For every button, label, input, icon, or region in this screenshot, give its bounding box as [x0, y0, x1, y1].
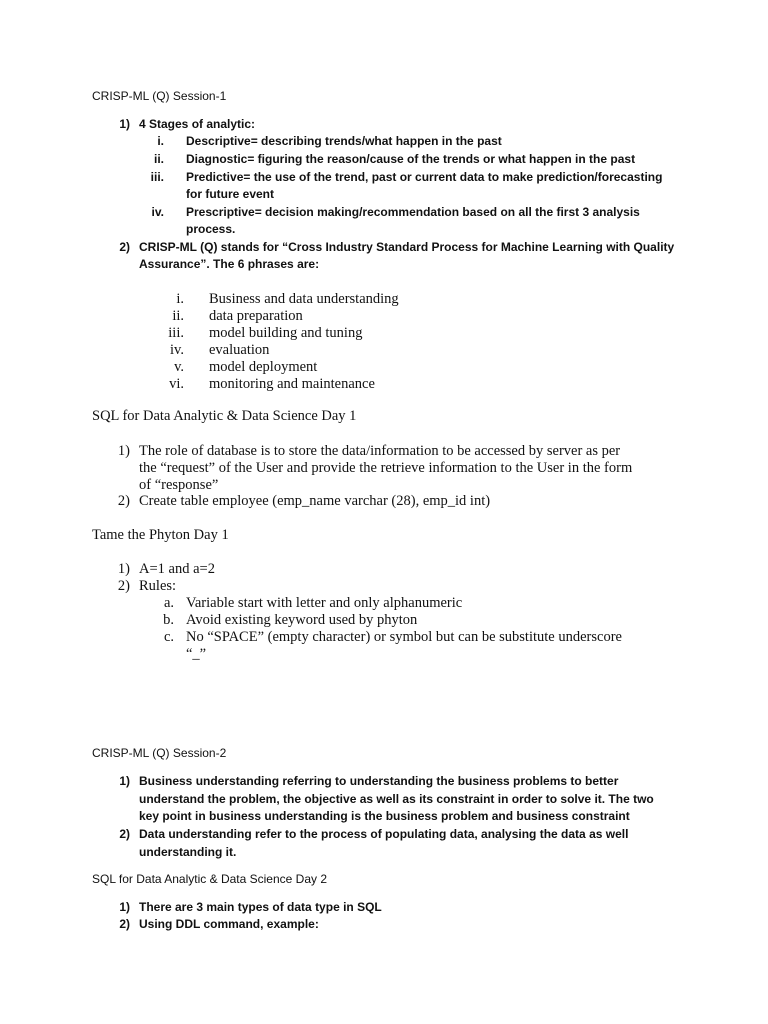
list-number: 2) — [117, 493, 130, 509]
section-title-sql-day-2: SQL for Data Analytic & Data Science Day 2 — [92, 872, 328, 886]
list-number: 1) — [119, 900, 130, 914]
list-text: No “SPACE” (empty character) or symbol but can be substitute underscore — [186, 629, 622, 645]
section-title-sql-day-1: SQL for Data Analytic & Data Science Day 1 — [92, 408, 357, 424]
list-number: iv. — [151, 205, 164, 219]
list-number: 1) — [119, 774, 130, 788]
list-text: Rules: — [139, 578, 177, 594]
list-text: Business understanding referring to understanding the business problems to better — [139, 774, 619, 788]
list-text-continued: of “response” — [139, 477, 219, 493]
list-number: 2) — [119, 240, 130, 254]
list-text-continued: understand the problem, the objective as well as its constraint in order to solve it. The two — [139, 792, 654, 806]
list-text: There are 3 main types of data type in SQL — [139, 900, 382, 914]
section-title-crisp-session-2: CRISP-ML (Q) Session-2 — [92, 746, 227, 760]
list-text: evaluation — [209, 342, 270, 358]
list-number: iv. — [170, 342, 184, 358]
list-text: model building and tuning — [209, 325, 363, 341]
list-text: Business and data understanding — [209, 291, 399, 307]
section-title-python-day-1: Tame the Phyton Day 1 — [92, 527, 229, 543]
list-number: 1) — [119, 117, 130, 131]
list-number: i. — [157, 134, 164, 148]
list-text: Using DDL command, example: — [139, 917, 319, 931]
list-text: monitoring and maintenance — [209, 376, 375, 392]
list-number: iii. — [168, 325, 184, 341]
list-text-continued: understanding it. — [139, 845, 237, 859]
list-number: ii. — [153, 152, 164, 166]
list-text: Data understanding refer to the process of populating data, analysing the data as well — [139, 827, 629, 841]
list-number: ii. — [172, 308, 184, 324]
list-number: b. — [163, 612, 174, 628]
list-number: 1) — [117, 561, 130, 577]
list-text: CRISP-ML (Q) stands for “Cross Industry Standard Process for Machine Learning with Quality — [139, 240, 675, 254]
list-number: v. — [174, 359, 184, 375]
list-text-continued: Assurance”. The 6 phrases are: — [139, 257, 320, 271]
list-text: 4 Stages of analytic: — [139, 117, 256, 131]
list-text: model deployment — [209, 359, 318, 375]
list-text: Variable start with letter and only alphanumeric — [186, 595, 463, 611]
list-text-continued: for future event — [186, 187, 275, 201]
list-number: i. — [176, 291, 184, 307]
list-number: 2) — [119, 917, 130, 931]
list-text: A=1 and a=2 — [139, 561, 215, 577]
list-text: Predictive= the use of the trend, past or current data to make prediction/forecasting — [186, 170, 663, 184]
list-number: iii. — [150, 170, 164, 184]
section-title-crisp-session-1: CRISP-ML (Q) Session-1 — [92, 89, 227, 103]
list-text: The role of database is to store the data/information to be accessed by server as per — [139, 443, 621, 459]
list-number: vi. — [169, 376, 184, 392]
list-text: Diagnostic= figuring the reason/cause of the trends or what happen in the past — [186, 152, 636, 166]
list-text-continued: “_” — [186, 646, 207, 662]
list-text-continued: process. — [186, 222, 236, 236]
list-number: a. — [163, 595, 174, 611]
list-text: Create table employee (emp_name varchar (28), emp_id int) — [139, 493, 491, 509]
list-text: Avoid existing keyword used by phyton — [186, 612, 418, 628]
list-number: c. — [163, 629, 174, 645]
list-text-continued: key point in business understanding is the business problem and business constraint — [139, 809, 630, 823]
list-text: Prescriptive= decision making/recommendation based on all the first 3 analysis — [186, 205, 640, 219]
list-text: data preparation — [209, 308, 303, 324]
list-number: 1) — [117, 443, 130, 459]
list-text: Descriptive= describing trends/what happen in the past — [186, 134, 502, 148]
list-text-continued: the “request” of the User and provide the retrieve information to the User in the form — [139, 460, 633, 476]
list-number: 2) — [119, 827, 130, 841]
list-number: 2) — [117, 578, 130, 594]
